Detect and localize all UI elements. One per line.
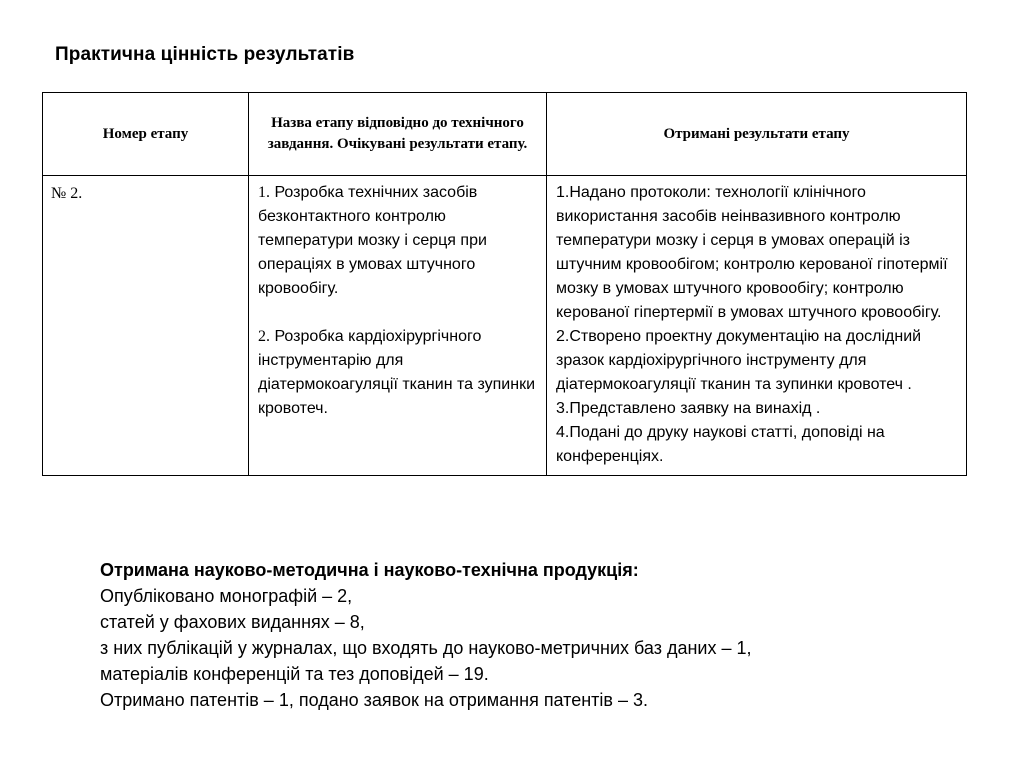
results-table	[42, 92, 967, 476]
table-header-row	[43, 93, 967, 176]
result-item: 1.Надано протоколи: технології клінічного використання засобів неінвазивного контролю температури мозку і серця в умовах операцій із штучним кровообігом; контролю керованої гіпотермії мозку в умовах штучного кровообігу; контролю керованої гіпертермії в умовах штучного кровообігу.	[556, 184, 948, 321]
stage-item-text: Розробка кардіохірургічного інструментарію для діатермокоагуляції тканин та зупинки кровотеч.	[258, 328, 536, 417]
products-summary	[100, 557, 752, 713]
products-line: статей у фахових виданнях – 8,	[100, 612, 365, 632]
result-item: 2.Створено проектну документацію на дослідний зразок кардіохірургічного інструменту для діатермокоагуляції тканин та зупинки кровотеч .	[556, 328, 922, 393]
stage-name-cell	[249, 176, 547, 476]
products-line: матеріалів конференцій та тез доповідей – 19.	[100, 664, 489, 684]
stage-item-number: 2.	[258, 328, 270, 345]
result-item: 3.Представлено заявку на винахід .	[556, 400, 821, 417]
header-stage-number: Номер етапу	[43, 93, 249, 176]
page-title: Практична цінність результатів	[55, 44, 355, 65]
table-row	[43, 176, 967, 476]
stage-item-number: 1.	[258, 184, 270, 201]
stage-number-cell: № 2.	[43, 176, 249, 476]
header-stage-name: Назва етапу відповідно до технічного завдання. Очікувані результати етапу.	[249, 93, 547, 176]
stage-item	[258, 325, 538, 421]
products-line: з них публікацій у журналах, що входять до науково-метричних баз даних – 1,	[100, 638, 752, 658]
stage-results-cell	[547, 176, 967, 476]
products-heading: Отримана науково-методична і науково-технічна продукція:	[100, 560, 639, 580]
products-line: Опубліковано монографій – 2,	[100, 586, 353, 606]
result-item: 4.Подані до друку наукові статті, доповіді на конференціях.	[556, 424, 885, 465]
stage-item-text: Розробка технічних засобів безконтактного контролю температури мозку і серця при операціях в умовах штучного кровообігу.	[258, 184, 487, 297]
products-line: Отримано патентів – 1, подано заявок на отримання патентів – 3.	[100, 690, 648, 710]
stage-item	[258, 181, 538, 301]
header-stage-results: Отримані результати етапу	[547, 93, 967, 176]
